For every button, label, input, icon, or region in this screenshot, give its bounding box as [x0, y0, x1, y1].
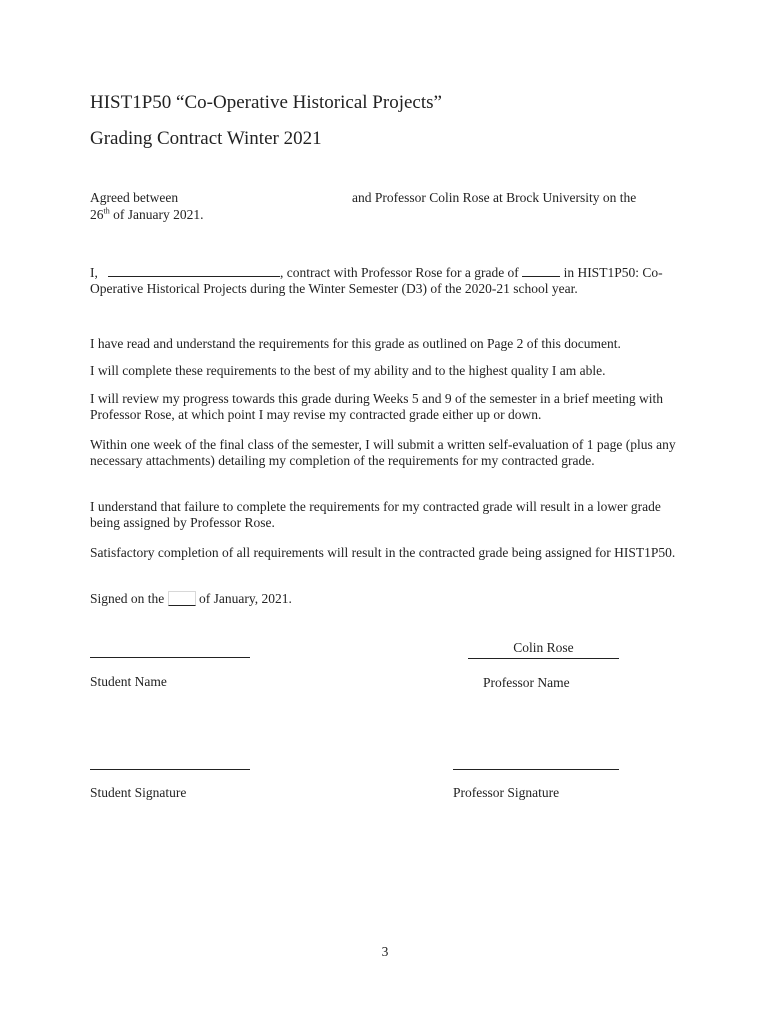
- student-name-line[interactable]: [90, 657, 250, 658]
- agreement-middle: and Professor Colin Rose at Brock University on the: [352, 190, 637, 205]
- contract-after-grade: in HIST1P50: Co-Operative Historical Projects during the Winter Semester (D3) of the 2020-21 school year.: [90, 265, 663, 296]
- statement-6: Satisfactory completion of all requirements will result in the contracted grade being assigned for HIST1P50.: [90, 545, 676, 560]
- statement-2: I will complete these requirements to the best of my ability and to the highest quality I am able.: [90, 363, 606, 378]
- signed-on-suffix: of January, 2021.: [195, 591, 292, 606]
- statement-4: Within one week of the final class of the semester, I will submit a written self-evaluation of 1 page (plus any necessary attachments) detailing my completion of the requirements for my contracted grade.: [90, 437, 676, 468]
- contract-after-name: , contract with Professor Rose for a grade of: [280, 265, 519, 280]
- signed-on-line: [90, 591, 292, 607]
- agreement-date-rest: of January 2021.: [109, 207, 204, 222]
- student-name-blank[interactable]: [108, 264, 280, 277]
- statement-1: I have read and understand the requirements for this grade as outlined on Page 2 of this document.: [90, 336, 621, 351]
- contract-clause: [90, 264, 690, 297]
- student-name-label: Student Name: [90, 674, 167, 689]
- agreement-prefix: Agreed between: [90, 190, 179, 205]
- document-subtitle: Grading Contract Winter 2021: [90, 128, 322, 149]
- professor-name-label: Professor Name: [483, 675, 570, 690]
- agreement-date-suffix: th: [103, 206, 110, 216]
- signed-on-prefix: Signed on the: [90, 591, 165, 606]
- page-number: 3: [381, 944, 389, 959]
- student-signature-line[interactable]: [90, 769, 250, 770]
- contract-lead: I,: [90, 265, 98, 280]
- professor-signature-line[interactable]: [453, 769, 619, 770]
- professor-name-value: Colin Rose: [513, 640, 574, 655]
- professor-name-line: [468, 658, 619, 659]
- agreement-date: [90, 207, 203, 223]
- statement-5: I understand that failure to complete the requirements for my contracted grade will result in a lower grade being assigned by Professor Rose.: [90, 499, 661, 530]
- document-title: HIST1P50 “Co-Operative Historical Projects”: [90, 92, 442, 113]
- signed-day-field[interactable]: [168, 591, 196, 606]
- grade-blank[interactable]: [522, 264, 560, 277]
- professor-signature-label: Professor Signature: [453, 785, 560, 800]
- student-signature-label: Student Signature: [90, 785, 187, 800]
- agreement-date-day: 26: [90, 207, 104, 222]
- statement-3: I will review my progress towards this grade during Weeks 5 and 9 of the semester in a brief meeting with Professor Rose, at which point I may revise my contracted grade either up or down.: [90, 391, 664, 422]
